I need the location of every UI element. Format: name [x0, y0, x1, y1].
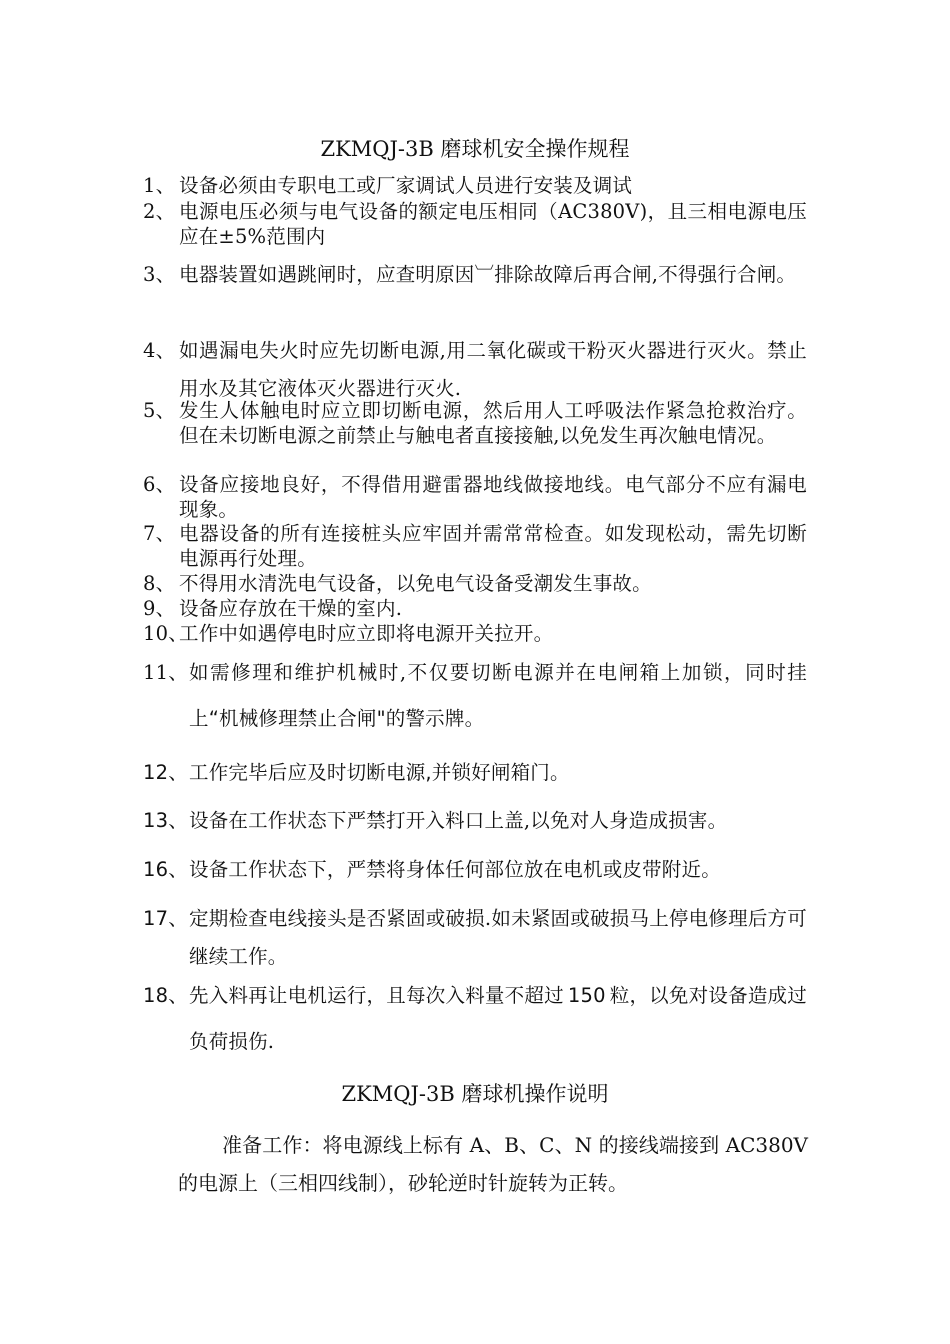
- rule-text: 设备应接地良好，不得借用避雷器地线做接地线。电气部分不应有漏电现象。: [179, 473, 807, 521]
- rule-9: [143, 597, 807, 622]
- rule-number: 10、: [143, 622, 188, 645]
- rule-number: 9、: [143, 597, 176, 620]
- rule-quantity: 150: [567, 984, 606, 1007]
- rule-5: [143, 399, 807, 448]
- rule-4: [143, 332, 807, 408]
- rule-text-emphasis: 在电闸箱上加锁，同时挂上“机械修理禁止合闸"的警示牌。: [189, 661, 808, 730]
- rule-10: [143, 622, 807, 647]
- rule-text: 电器装置如遇跳闸时，应查明原因︺排除故障后再合闸,不得强行合闸。: [179, 263, 797, 286]
- rule-number: 18、: [143, 984, 188, 1007]
- rule-number: 13、: [143, 809, 188, 832]
- rule-number: 3、: [143, 263, 176, 286]
- rule-number: 4、: [143, 339, 176, 362]
- rule-text: 设备应存放在干燥的室内.: [179, 597, 403, 620]
- rule-number: 11、: [143, 661, 188, 684]
- rule-number: 16、: [143, 858, 188, 881]
- rule-number: 8、: [143, 572, 176, 595]
- rule-number: 6、: [143, 473, 176, 496]
- rule-text: 如遇漏电失火时应先切断电源,用二氧化碳或干粉灭火器进行灭火。禁止用水及其它液体灭火器进行灭火.: [179, 339, 807, 400]
- rule-16: [143, 858, 807, 883]
- rule-7: [143, 522, 807, 571]
- rule-text: 设备必须由专职电工或厂家调试人员进行安装及调试: [179, 174, 633, 197]
- rule-text: 电源电压必须与电气设备的额定电压相同（AC380V)，且三相电源电压应在±5%范围内: [179, 200, 807, 248]
- rule-text: 电器设备的所有连接桩头应牢固并需常常检查。如发现松动，需先切断电源再行处理。: [179, 522, 807, 570]
- rule-number: 12、: [143, 761, 188, 784]
- rule-text: 设备在工作状态下严禁打开入料口上盖,以免对人身造成损害。: [189, 809, 728, 832]
- rule-1: [143, 174, 807, 199]
- rule-text: 发生人体触电时应立即切断电源，然后用人工呼吸法作紧急抢救治疗。但在未切断电源之前禁止与触电者直接接触,以免发生再次触电情况。: [179, 399, 807, 447]
- rule-text: 不得用水清洗电气设备，以免电气设备受潮发生事故。: [179, 572, 652, 595]
- rule-number: 7、: [143, 522, 176, 545]
- rule-text: 定期检查电线接头是否紧固或破损.如未紧固或破损马上停电修理后方可继续工作。: [189, 907, 807, 968]
- rule-2: [143, 200, 807, 249]
- rule-text-tail: 粒，以免对设备造成过负荷损伤.: [189, 984, 807, 1053]
- rule-17: [143, 900, 807, 976]
- preparation-paragraph: [178, 1126, 808, 1202]
- title-safety-rules: ZKMQJ-3B 磨球机安全操作规程: [320, 137, 630, 161]
- rule-text: 工作完毕后应及时切断电源,并锁好闸箱门。: [189, 761, 570, 784]
- rule-6: [143, 473, 807, 522]
- rule-text: 设备工作状态下，严禁将身体任何部位放在电机或皮带附近。: [189, 858, 721, 881]
- preparation-text: 准备工作：将电源线上标有 A、B、C、N 的接线端接到 AC380V 的电源上（三相四线制），砂轮逆时针旋转为正转。: [178, 1133, 808, 1195]
- rule-11: [143, 650, 807, 742]
- rule-number: 17、: [143, 907, 188, 930]
- rule-number: 1、: [143, 174, 176, 197]
- rule-text: 如需修理和维护机械时,不仅要切断电源并: [189, 661, 577, 684]
- rule-13: [143, 809, 807, 834]
- rule-number: 5、: [143, 399, 176, 422]
- rule-8: [143, 572, 807, 597]
- rule-18: [143, 973, 807, 1065]
- title-operating-instructions: ZKMQJ-3B 磨球机操作说明: [341, 1082, 609, 1106]
- rule-text: 先入料再让电机运行，且每次入料量不超过: [189, 984, 564, 1007]
- rule-text: 工作中如遇停电时应立即将电源开关拉开。: [179, 622, 554, 645]
- rule-12: [143, 761, 807, 786]
- rule-number: 2、: [143, 200, 176, 223]
- rule-3: [143, 256, 807, 294]
